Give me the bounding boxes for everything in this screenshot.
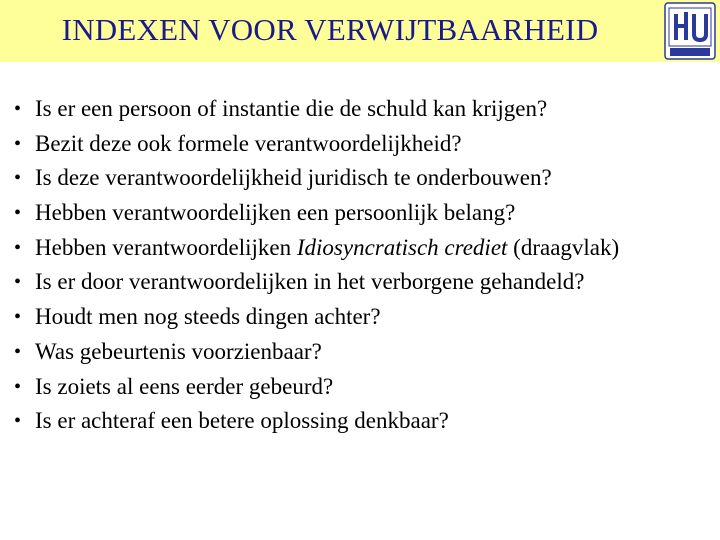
bullet-text-plain: (draagvlak) — [507, 234, 620, 260]
bullet-text: Is er achteraf een betere oplossing denkbaar? — [35, 408, 449, 434]
list-item — [14, 127, 619, 162]
bullet-list — [14, 92, 619, 439]
bullet-icon: • — [14, 306, 22, 329]
slide-title: INDEXEN VOOR VERWIJTBAARHEID — [61, 12, 599, 47]
bullet-icon: • — [14, 340, 22, 363]
bullet-icon: • — [14, 271, 22, 294]
bullet-icon: • — [14, 410, 22, 433]
bullet-text: Was gebeurtenis voorzienbaar? — [35, 338, 322, 364]
bullet-text: Is deze verantwoordelijkheid juridisch te onderbouwen? — [35, 165, 552, 191]
bullet-text: Is er een persoon of instantie die de schuld kan krijgen? — [35, 96, 548, 121]
bullet-icon: • — [14, 167, 22, 190]
bullet-text: Is er door verantwoordelijken in het verborgene gehandeld? — [35, 269, 585, 295]
bullet-icon: • — [14, 202, 22, 225]
list-item — [14, 370, 619, 405]
bullet-text: Houdt men nog steeds dingen achter? — [35, 304, 381, 330]
list-item — [14, 265, 619, 300]
bullet-text — [35, 231, 619, 266]
bullet-text: Is zoiets al eens eerder gebeurd? — [35, 373, 334, 399]
bullet-icon: • — [14, 132, 22, 155]
list-item — [14, 404, 619, 439]
list-item — [14, 300, 619, 335]
bullet-text-plain: Hebben verantwoordelijken — [35, 234, 297, 260]
bullet-text: Hebben verantwoordelijken een persoonlijk belang? — [35, 200, 516, 226]
bullet-icon: • — [14, 236, 22, 259]
list-item — [14, 92, 619, 127]
title-bar — [0, 0, 720, 62]
bullet-icon: • — [14, 375, 22, 398]
institution-logo-icon — [664, 2, 716, 60]
bullet-icon: • — [14, 98, 22, 120]
list-item — [14, 161, 619, 196]
list-item — [14, 196, 619, 231]
bullet-text: Bezit deze ook formele verantwoordelijkheid? — [35, 130, 462, 156]
list-item — [14, 231, 619, 266]
list-item — [14, 335, 619, 370]
bullet-text-italic: Idiosyncratisch crediet — [296, 234, 508, 260]
